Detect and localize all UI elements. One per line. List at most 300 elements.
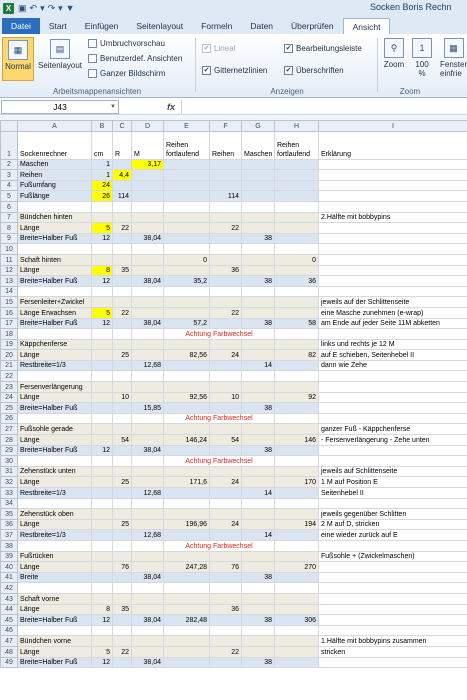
cell-b[interactable]	[92, 254, 113, 265]
cell-e[interactable]: Reihen fortlaufend	[164, 131, 210, 159]
cell-a[interactable]	[18, 456, 92, 467]
cell-h[interactable]	[275, 382, 319, 393]
dropdown-icon[interactable]: ▾	[40, 2, 45, 13]
cell-a[interactable]: Länge	[18, 604, 92, 615]
cell-b[interactable]	[92, 382, 113, 393]
cell-e[interactable]	[164, 498, 210, 509]
cell-h[interactable]	[275, 625, 319, 636]
cell-g[interactable]: 38	[242, 445, 275, 456]
row-header[interactable]: 25	[1, 403, 18, 414]
cell-e[interactable]: 282,48	[164, 615, 210, 626]
cell-b[interactable]	[92, 540, 113, 551]
cell-a[interactable]: Bündchen vorne	[18, 636, 92, 647]
cell-c[interactable]	[113, 159, 132, 170]
cell-i[interactable]	[319, 244, 467, 255]
tab-ueberpruefen[interactable]: Überprüfen	[291, 21, 334, 31]
cell-g[interactable]	[242, 297, 275, 308]
tab-einfuegen[interactable]: Einfügen	[84, 21, 119, 31]
cell-d[interactable]: 3,17	[132, 159, 164, 170]
cell-e[interactable]	[164, 170, 210, 181]
cell-b[interactable]: 12	[92, 318, 113, 329]
cell-a[interactable]: Sockenrechner	[18, 131, 92, 159]
page-layout-view-button[interactable]: ▤ Seitenlayout	[36, 39, 84, 70]
cell-f[interactable]: 22	[210, 646, 242, 657]
row-header[interactable]: 45	[1, 615, 18, 626]
cell-a[interactable]: Fersenverlängerung	[18, 382, 92, 393]
full-screen-button[interactable]: Ganzer Bildschirm	[88, 69, 165, 78]
cell-c[interactable]	[113, 498, 132, 509]
cell-d[interactable]: 38,04	[132, 657, 164, 668]
cell-i[interactable]	[319, 392, 467, 403]
cell-i[interactable]: am Ende auf jeder Seite 11M abketten	[319, 318, 467, 329]
tab-daten[interactable]: Daten	[250, 21, 274, 31]
cell-i[interactable]	[319, 562, 467, 573]
cell-c[interactable]	[113, 254, 132, 265]
cell-h[interactable]: 58	[275, 318, 319, 329]
cell-i[interactable]	[319, 223, 467, 234]
row-header[interactable]: 43	[1, 593, 18, 604]
cell-c[interactable]: 76	[113, 562, 132, 573]
cell-i[interactable]	[319, 382, 467, 393]
cell-g[interactable]	[242, 519, 275, 530]
row-header[interactable]: 26	[1, 413, 18, 424]
cell-b[interactable]	[92, 583, 113, 594]
cell-f[interactable]: 76	[210, 562, 242, 573]
cell-i[interactable]	[319, 180, 467, 191]
row-header[interactable]: 16	[1, 307, 18, 318]
cell-g[interactable]	[242, 265, 275, 276]
name-box[interactable]: J43 ▼	[1, 100, 119, 114]
row-header[interactable]: 48	[1, 646, 18, 657]
cell-c[interactable]: 22	[113, 646, 132, 657]
cell-c[interactable]: R	[113, 131, 132, 159]
cell-h[interactable]	[275, 191, 319, 202]
cell-h[interactable]: 170	[275, 477, 319, 488]
cell-f[interactable]	[210, 371, 242, 382]
cell-c[interactable]	[113, 360, 132, 371]
cell-e[interactable]	[164, 466, 210, 477]
cell-g[interactable]: 38	[242, 403, 275, 414]
cell-e[interactable]	[164, 212, 210, 223]
cell-c[interactable]	[113, 530, 132, 541]
cell-h[interactable]	[275, 593, 319, 604]
cell-g[interactable]: 38	[242, 233, 275, 244]
cell-g[interactable]	[242, 244, 275, 255]
cell-c[interactable]: 35	[113, 265, 132, 276]
cell-a[interactable]: Fußumfang	[18, 180, 92, 191]
cell-c[interactable]	[113, 382, 132, 393]
row-header[interactable]: 5	[1, 191, 18, 202]
cell-b[interactable]: 12	[92, 657, 113, 668]
cell-g[interactable]	[242, 593, 275, 604]
cell-i[interactable]	[319, 329, 467, 340]
cell-f[interactable]	[210, 180, 242, 191]
cell-i[interactable]	[319, 265, 467, 276]
cell-b[interactable]	[92, 244, 113, 255]
row-header[interactable]: 23	[1, 382, 18, 393]
cell-e[interactable]	[164, 223, 210, 234]
cell-a[interactable]: Fersenleiter+Zwickel	[18, 297, 92, 308]
cell-b[interactable]	[92, 403, 113, 414]
insert-function-icon[interactable]: fx	[167, 101, 176, 112]
cell-e[interactable]: 146,24	[164, 435, 210, 446]
cell-i[interactable]	[319, 583, 467, 594]
cell-g[interactable]	[242, 392, 275, 403]
cell-h[interactable]	[275, 583, 319, 594]
cell-g[interactable]	[242, 339, 275, 350]
cell-h[interactable]	[275, 223, 319, 234]
cell-c[interactable]	[113, 615, 132, 626]
cell-b[interactable]	[92, 488, 113, 499]
cell-c[interactable]	[113, 551, 132, 562]
cell-e[interactable]: 196,96	[164, 519, 210, 530]
column-header[interactable]: B	[92, 121, 113, 132]
cell-d[interactable]	[132, 583, 164, 594]
cell-e[interactable]	[164, 488, 210, 499]
cell-a[interactable]: Länge	[18, 562, 92, 573]
cell-f[interactable]	[210, 498, 242, 509]
cell-d[interactable]: 38,04	[132, 233, 164, 244]
dropdown-icon[interactable]: ▾	[58, 2, 63, 13]
cell-b[interactable]	[92, 339, 113, 350]
cell-f[interactable]: 24	[210, 519, 242, 530]
cell-b[interactable]	[92, 350, 113, 361]
cell-d[interactable]: 38,04	[132, 445, 164, 456]
cell-b[interactable]	[92, 392, 113, 403]
row-header[interactable]: 38	[1, 540, 18, 551]
cell-a[interactable]	[18, 413, 92, 424]
cell-g[interactable]: 38	[242, 615, 275, 626]
cell-b[interactable]: 12	[92, 445, 113, 456]
cell-h[interactable]	[275, 371, 319, 382]
cell-i[interactable]: 2.Hälfte mit bobbypins	[319, 212, 467, 223]
cell-f[interactable]	[210, 572, 242, 583]
cell-a[interactable]: Maschen	[18, 159, 92, 170]
row-header[interactable]: 17	[1, 318, 18, 329]
cell-d[interactable]	[132, 477, 164, 488]
tab-datei[interactable]: Datei	[2, 18, 40, 34]
cell-d[interactable]: 38,04	[132, 572, 164, 583]
cell-f[interactable]: 36	[210, 265, 242, 276]
cell-d[interactable]: 12,68	[132, 488, 164, 499]
cell-c[interactable]	[113, 180, 132, 191]
cell-b[interactable]	[92, 572, 113, 583]
cell-h[interactable]	[275, 339, 319, 350]
cell-a[interactable]	[18, 498, 92, 509]
cell-i[interactable]: 1.Hälfte mit bobbypins zusammen	[319, 636, 467, 647]
cell-d[interactable]	[132, 424, 164, 435]
cell-g[interactable]: 14	[242, 360, 275, 371]
cell-e[interactable]	[164, 509, 210, 520]
cell-d[interactable]	[132, 350, 164, 361]
cell-e[interactable]	[164, 360, 210, 371]
cell-b[interactable]: 12	[92, 615, 113, 626]
formula-bar-checkbox[interactable]: ✔ Bearbeitungsleiste	[285, 44, 362, 53]
cell-e[interactable]	[164, 244, 210, 255]
cell-c[interactable]: 114	[113, 191, 132, 202]
cell-c[interactable]	[113, 456, 132, 467]
cell-h[interactable]: 92	[275, 392, 319, 403]
cell-i[interactable]	[319, 371, 467, 382]
cell-h[interactable]	[275, 297, 319, 308]
undo-icon[interactable]: ↶	[29, 2, 38, 13]
cell-c[interactable]	[113, 339, 132, 350]
cell-a[interactable]: Länge	[18, 435, 92, 446]
cell-a[interactable]: Länge Erwachsen	[18, 307, 92, 318]
save-icon[interactable]: ▣	[18, 2, 27, 13]
cell-d[interactable]	[132, 625, 164, 636]
row-header[interactable]: 46	[1, 625, 18, 636]
cell-f[interactable]: 36	[210, 604, 242, 615]
cell-f[interactable]	[210, 636, 242, 647]
cell-a[interactable]	[18, 286, 92, 297]
cell-g[interactable]	[242, 477, 275, 488]
cell-e[interactable]	[164, 265, 210, 276]
cell-i[interactable]	[319, 191, 467, 202]
cell-e[interactable]	[164, 583, 210, 594]
cell-b[interactable]	[92, 498, 113, 509]
cell-i[interactable]	[319, 276, 467, 287]
page-break-preview-button[interactable]: Umbruchvorschau	[88, 39, 165, 48]
cell-h[interactable]	[275, 424, 319, 435]
cell-f[interactable]	[210, 509, 242, 520]
cell-i[interactable]	[319, 572, 467, 583]
cell-a[interactable]: Zehenstück unten	[18, 466, 92, 477]
headings-checkbox[interactable]: ✔ Überschriften	[285, 66, 344, 75]
cell-c[interactable]	[113, 413, 132, 424]
cell-d[interactable]	[132, 382, 164, 393]
row-header[interactable]: 1	[1, 131, 18, 159]
cell-i[interactable]	[319, 159, 467, 170]
cell-d[interactable]	[132, 456, 164, 467]
cell-i[interactable]	[319, 233, 467, 244]
cell-e[interactable]	[164, 445, 210, 456]
cell-e[interactable]	[164, 233, 210, 244]
cell-e[interactable]	[164, 286, 210, 297]
cell-g[interactable]	[242, 307, 275, 318]
ruler-checkbox[interactable]: ✔ Lineal	[203, 44, 236, 53]
cell-e[interactable]	[164, 339, 210, 350]
cell-h[interactable]: 270	[275, 562, 319, 573]
excel-app-icon[interactable]: X	[3, 3, 14, 14]
cell-e[interactable]: Achtung Farbwechsel	[164, 456, 275, 467]
cell-h[interactable]	[275, 456, 319, 467]
cell-h[interactable]: 306	[275, 615, 319, 626]
cell-a[interactable]: Länge	[18, 519, 92, 530]
cell-e[interactable]	[164, 403, 210, 414]
column-header[interactable]: A	[18, 121, 92, 132]
cell-g[interactable]	[242, 191, 275, 202]
cell-e[interactable]	[164, 180, 210, 191]
cell-a[interactable]	[18, 329, 92, 340]
cell-a[interactable]: Breite=Halber Fuß	[18, 318, 92, 329]
cell-f[interactable]	[210, 286, 242, 297]
cell-a[interactable]: Fußsohle gerade	[18, 424, 92, 435]
cell-h[interactable]	[275, 180, 319, 191]
cell-i[interactable]: auf E schieben, Seitenhebel II	[319, 350, 467, 361]
column-header[interactable]: I	[319, 121, 467, 132]
cell-a[interactable]: Restbreite=1/3	[18, 360, 92, 371]
row-header[interactable]: 42	[1, 583, 18, 594]
cell-h[interactable]: 36	[275, 276, 319, 287]
cell-c[interactable]: 25	[113, 350, 132, 361]
cell-d[interactable]: 12,68	[132, 530, 164, 541]
cell-h[interactable]	[275, 488, 319, 499]
cell-c[interactable]	[113, 572, 132, 583]
cell-h[interactable]	[275, 360, 319, 371]
cell-i[interactable]	[319, 445, 467, 456]
cell-i[interactable]: jeweils auf der Schlittenseite	[319, 297, 467, 308]
row-header[interactable]: 3	[1, 170, 18, 181]
cell-a[interactable]: Länge	[18, 265, 92, 276]
cell-d[interactable]	[132, 392, 164, 403]
cell-a[interactable]: Reihen	[18, 170, 92, 181]
cell-h[interactable]	[275, 201, 319, 212]
cell-a[interactable]	[18, 371, 92, 382]
cell-e[interactable]: 35,2	[164, 276, 210, 287]
cell-e[interactable]: 82,56	[164, 350, 210, 361]
cell-c[interactable]: 54	[113, 435, 132, 446]
cell-g[interactable]	[242, 180, 275, 191]
cell-f[interactable]: 24	[210, 350, 242, 361]
cell-a[interactable]: Restbreite=1/3	[18, 488, 92, 499]
cell-h[interactable]	[275, 551, 319, 562]
row-header[interactable]: 44	[1, 604, 18, 615]
row-header[interactable]: 36	[1, 519, 18, 530]
cell-d[interactable]	[132, 593, 164, 604]
cell-e[interactable]	[164, 625, 210, 636]
cell-g[interactable]	[242, 350, 275, 361]
cell-e[interactable]: Achtung Farbwechsel	[164, 540, 275, 551]
cell-c[interactable]	[113, 329, 132, 340]
cell-h[interactable]	[275, 604, 319, 615]
cell-d[interactable]	[132, 519, 164, 530]
zoom-100-button[interactable]: 1 100 %	[411, 38, 433, 78]
cell-c[interactable]	[113, 244, 132, 255]
row-header[interactable]: 39	[1, 551, 18, 562]
cell-e[interactable]: 247,28	[164, 562, 210, 573]
row-header[interactable]: 31	[1, 466, 18, 477]
cell-c[interactable]	[113, 201, 132, 212]
cell-f[interactable]: Reihen	[210, 131, 242, 159]
cell-a[interactable]: Schaft hinten	[18, 254, 92, 265]
cell-b[interactable]	[92, 456, 113, 467]
cell-f[interactable]	[210, 657, 242, 668]
row-header[interactable]: 7	[1, 212, 18, 223]
row-header[interactable]: 32	[1, 477, 18, 488]
cell-a[interactable]: Breite	[18, 572, 92, 583]
normal-view-button[interactable]: ▦ Normal	[2, 37, 34, 81]
cell-b[interactable]	[92, 435, 113, 446]
cell-h[interactable]	[275, 636, 319, 647]
cell-e[interactable]	[164, 307, 210, 318]
cell-a[interactable]: Restbreite=1/3	[18, 530, 92, 541]
cell-i[interactable]: Seitenhebel II	[319, 488, 467, 499]
cell-c[interactable]	[113, 212, 132, 223]
cell-d[interactable]	[132, 509, 164, 520]
cell-i[interactable]	[319, 498, 467, 509]
row-header[interactable]: 24	[1, 392, 18, 403]
cell-h[interactable]	[275, 413, 319, 424]
cell-f[interactable]: 54	[210, 435, 242, 446]
row-header[interactable]: 47	[1, 636, 18, 647]
cell-a[interactable]	[18, 201, 92, 212]
cell-f[interactable]	[210, 593, 242, 604]
cell-i[interactable]	[319, 201, 467, 212]
cell-a[interactable]	[18, 625, 92, 636]
cell-c[interactable]: 22	[113, 223, 132, 234]
cell-f[interactable]	[210, 297, 242, 308]
row-header[interactable]: 12	[1, 265, 18, 276]
cell-f[interactable]: 22	[210, 307, 242, 318]
row-header[interactable]: 18	[1, 329, 18, 340]
cell-d[interactable]	[132, 371, 164, 382]
cell-b[interactable]: 8	[92, 265, 113, 276]
cell-e[interactable]	[164, 636, 210, 647]
redo-icon[interactable]: ↷	[47, 2, 56, 13]
cell-c[interactable]	[113, 540, 132, 551]
cell-e[interactable]	[164, 297, 210, 308]
cell-i[interactable]: 1 M auf Position E	[319, 477, 467, 488]
cell-g[interactable]	[242, 583, 275, 594]
cell-f[interactable]: 10	[210, 392, 242, 403]
cell-b[interactable]	[92, 201, 113, 212]
cell-d[interactable]	[132, 307, 164, 318]
cell-a[interactable]: Länge	[18, 646, 92, 657]
tab-start[interactable]: Start	[48, 21, 67, 31]
cell-g[interactable]	[242, 636, 275, 647]
cell-b[interactable]	[92, 477, 113, 488]
cell-a[interactable]: Breite=Halber Fuß	[18, 615, 92, 626]
cell-h[interactable]	[275, 445, 319, 456]
cell-h[interactable]	[275, 329, 319, 340]
row-header[interactable]: 21	[1, 360, 18, 371]
cell-e[interactable]: 57,2	[164, 318, 210, 329]
zoom-button[interactable]: ⚲ Zoom	[381, 38, 407, 69]
cell-e[interactable]	[164, 382, 210, 393]
cell-a[interactable]	[18, 244, 92, 255]
row-header[interactable]: 20	[1, 350, 18, 361]
cell-i[interactable]: ganzer Fuß - Käppchenferse	[319, 424, 467, 435]
cell-b[interactable]	[92, 593, 113, 604]
cell-d[interactable]	[132, 265, 164, 276]
cell-h[interactable]	[275, 159, 319, 170]
cell-b[interactable]	[92, 413, 113, 424]
cell-i[interactable]: eine Masche zunehmen (e-wrap)	[319, 307, 467, 318]
cell-g[interactable]: Maschen	[242, 131, 275, 159]
cell-h[interactable]	[275, 212, 319, 223]
cell-g[interactable]	[242, 625, 275, 636]
cell-c[interactable]	[113, 488, 132, 499]
cell-d[interactable]: 15,85	[132, 403, 164, 414]
row-header[interactable]: 41	[1, 572, 18, 583]
cell-d[interactable]	[132, 180, 164, 191]
cell-d[interactable]	[132, 297, 164, 308]
row-header[interactable]: 35	[1, 509, 18, 520]
cell-i[interactable]	[319, 593, 467, 604]
cell-g[interactable]	[242, 254, 275, 265]
cell-g[interactable]	[242, 212, 275, 223]
cell-f[interactable]	[210, 466, 242, 477]
cell-h[interactable]: 82	[275, 350, 319, 361]
cell-e[interactable]	[164, 646, 210, 657]
tab-formeln[interactable]: Formeln	[201, 21, 233, 31]
cell-d[interactable]	[132, 254, 164, 265]
cell-h[interactable]	[275, 657, 319, 668]
cell-b[interactable]: 26	[92, 191, 113, 202]
row-header[interactable]: 10	[1, 244, 18, 255]
cell-b[interactable]	[92, 329, 113, 340]
